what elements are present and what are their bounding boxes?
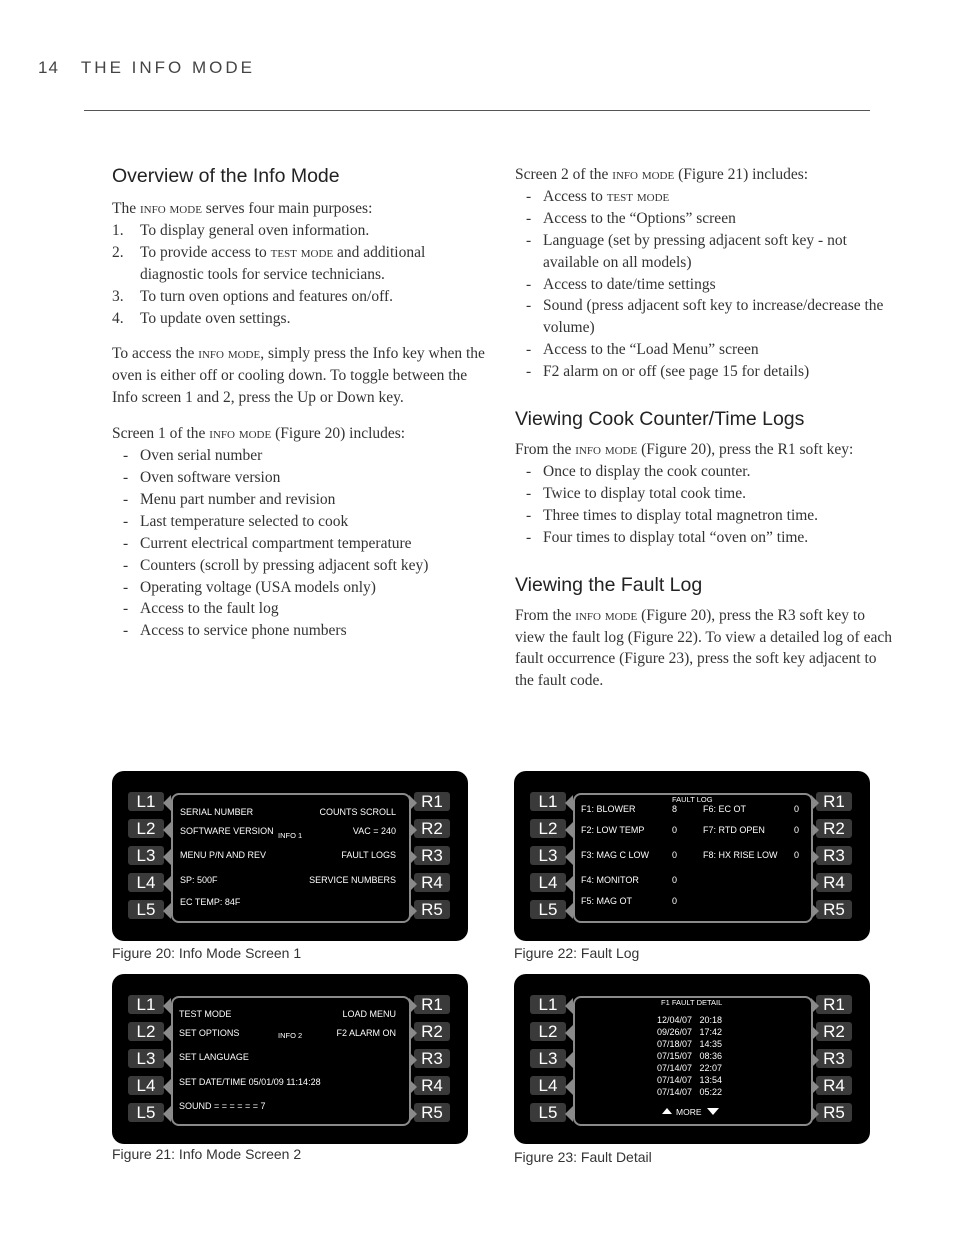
fault-entry: 07/14/07 22:07 bbox=[657, 1063, 723, 1073]
up-arrow-icon bbox=[662, 1108, 672, 1114]
list-item: - Access to the “Options” screen bbox=[515, 208, 895, 230]
soft-key-r4[interactable]: R4 bbox=[816, 1076, 852, 1095]
right-pointer-icon bbox=[811, 876, 819, 892]
left-pointer-icon bbox=[163, 849, 171, 865]
item-text: Access to bbox=[543, 187, 607, 205]
info-screen-1-panel bbox=[112, 771, 468, 941]
down-arrow-icon bbox=[707, 1108, 719, 1115]
right-pointer-icon bbox=[409, 1025, 417, 1041]
info-mode-term: info mode bbox=[575, 441, 638, 459]
right-pointer-icon bbox=[409, 822, 417, 838]
screen2-intro bbox=[515, 164, 895, 186]
test-mode-term: test mode bbox=[270, 243, 334, 261]
soft-key-l5[interactable]: L5 bbox=[128, 1103, 164, 1122]
fault-entry: 12/04/07 20:18 bbox=[657, 1015, 723, 1025]
list-item: - Access to date/time settings bbox=[515, 274, 895, 296]
list-item bbox=[112, 286, 492, 308]
right-pointer-icon bbox=[811, 1025, 819, 1041]
fault-log-panel bbox=[514, 771, 870, 941]
right-pointer-icon bbox=[811, 1079, 819, 1095]
fault-heading: Viewing the Fault Log bbox=[515, 573, 703, 596]
item-text: To update oven settings. bbox=[140, 309, 291, 327]
fault-count: 0 bbox=[794, 804, 800, 814]
screen-label: SERVICE NUMBERS bbox=[309, 875, 396, 885]
left-pointer-icon bbox=[565, 1025, 573, 1041]
left-pointer-icon bbox=[565, 1052, 573, 1068]
list-item: - Access to the fault log bbox=[112, 598, 492, 620]
screen1-intro bbox=[112, 423, 492, 445]
fault-count: 0 bbox=[672, 825, 678, 835]
soft-key-r4[interactable]: R4 bbox=[414, 873, 450, 892]
left-pointer-icon bbox=[565, 903, 573, 919]
fault-paragraph bbox=[515, 605, 895, 693]
fault-entry: 09/26/07 17:42 bbox=[657, 1027, 723, 1037]
screen2-text-end: (Figure 21) includes: bbox=[674, 166, 809, 183]
right-pointer-icon bbox=[409, 1079, 417, 1095]
left-pointer-icon bbox=[565, 795, 573, 811]
page-header bbox=[38, 58, 255, 78]
left-pointer-icon bbox=[163, 1025, 171, 1041]
soft-key-l2[interactable]: L2 bbox=[128, 1022, 164, 1041]
list-item: - Three times to display total magnetron time. bbox=[515, 505, 895, 527]
soft-key-l5[interactable]: L5 bbox=[530, 900, 566, 919]
screen-label: SOFTWARE VERSION bbox=[180, 826, 274, 836]
fault-entry: 07/14/07 05:22 bbox=[657, 1087, 723, 1097]
purposes-list bbox=[112, 220, 492, 330]
screen-label: VAC = 240 bbox=[352, 826, 396, 836]
soft-key-l2[interactable]: L2 bbox=[530, 819, 566, 838]
logs-text-end: (Figure 20), press the R1 soft key: bbox=[637, 441, 854, 459]
left-pointer-icon bbox=[163, 876, 171, 892]
fault-entry: 07/18/07 14:35 bbox=[657, 1039, 723, 1049]
screen-label: SOUND = = = = = = 7 bbox=[179, 1101, 266, 1111]
list-item: - Four times to display total “oven on” time. bbox=[515, 527, 895, 549]
right-pointer-icon bbox=[811, 1106, 819, 1122]
screen-center-label: INFO 2 bbox=[278, 1031, 303, 1040]
screen-label: SERIAL NUMBER bbox=[180, 807, 254, 817]
fault-label: F4: MONITOR bbox=[581, 875, 639, 885]
right-pointer-icon bbox=[811, 903, 819, 919]
soft-key-l2[interactable]: L2 bbox=[530, 1022, 566, 1041]
soft-key-r2[interactable]: R2 bbox=[816, 1022, 852, 1041]
access-paragraph bbox=[112, 343, 492, 409]
list-item: - Counters (scroll by pressing adjacent soft key) bbox=[112, 555, 492, 577]
left-pointer-icon bbox=[163, 795, 171, 811]
right-pointer-icon bbox=[409, 1106, 417, 1122]
right-pointer-icon bbox=[811, 1052, 819, 1068]
list-item: - Once to display the cook counter. bbox=[515, 461, 895, 483]
figure-caption: Figure 22: Fault Log bbox=[514, 945, 640, 961]
fault-count: 8 bbox=[672, 804, 678, 814]
left-pointer-icon bbox=[565, 1079, 573, 1095]
fault-label: F6: EC OT bbox=[703, 804, 747, 814]
soft-key-r3[interactable]: R3 bbox=[414, 1049, 450, 1068]
fault-label: F5: MAG OT bbox=[581, 896, 633, 906]
list-item: - F2 alarm on or off (see page 15 for details) bbox=[515, 361, 895, 383]
list-item bbox=[112, 220, 492, 242]
soft-key-r1[interactable]: R1 bbox=[414, 995, 450, 1014]
fault-count: 0 bbox=[672, 875, 678, 885]
logs-intro bbox=[515, 439, 895, 461]
left-pointer-icon bbox=[565, 998, 573, 1014]
screen2-list bbox=[515, 186, 895, 383]
item-number: 4. bbox=[112, 309, 124, 327]
list-item: - Access to service phone numbers bbox=[112, 620, 492, 642]
item-text: To display general oven information. bbox=[140, 221, 370, 239]
soft-key-r1[interactable]: R1 bbox=[414, 792, 450, 811]
screen1-text-end: (Figure 20) includes: bbox=[271, 425, 406, 443]
test-mode-term: test mode bbox=[606, 187, 670, 205]
list-item bbox=[112, 242, 492, 286]
screen-label: TEST MODE bbox=[179, 1009, 232, 1019]
overview-heading: Overview of the Info Mode bbox=[112, 165, 340, 187]
soft-key-r5[interactable]: R5 bbox=[414, 1103, 450, 1122]
left-column bbox=[112, 164, 492, 642]
list-item: - Oven serial number bbox=[112, 445, 492, 467]
screen-label: F2 ALARM ON bbox=[336, 1028, 396, 1038]
soft-key-l1[interactable]: L1 bbox=[128, 995, 164, 1014]
list-item: - Current electrical compartment temperature bbox=[112, 533, 492, 555]
left-pointer-icon bbox=[163, 903, 171, 919]
list-item: - Last temperature selected to cook bbox=[112, 511, 492, 533]
fault-text: From the bbox=[515, 606, 576, 624]
info-mode-term: info mode bbox=[198, 345, 261, 363]
soft-key-r1[interactable]: R1 bbox=[816, 995, 852, 1014]
soft-key-r4[interactable]: R4 bbox=[816, 873, 852, 892]
soft-key-l4[interactable]: L4 bbox=[128, 873, 164, 892]
logs-text: From the bbox=[515, 441, 576, 459]
left-pointer-icon bbox=[163, 1052, 171, 1068]
list-item: - Menu part number and revision bbox=[112, 489, 492, 511]
list-item: - Access to the “Load Menu” screen bbox=[515, 339, 895, 361]
soft-key-r5[interactable]: R5 bbox=[414, 900, 450, 919]
fault-count: 0 bbox=[794, 825, 800, 835]
screen-title: FAULT LOG bbox=[672, 795, 713, 804]
screen-label: FAULT LOGS bbox=[341, 850, 396, 860]
header-rule bbox=[84, 110, 870, 111]
soft-key-l5[interactable]: L5 bbox=[128, 900, 164, 919]
item-text: To turn oven options and features on/off. bbox=[140, 287, 394, 305]
soft-key-l4[interactable]: L4 bbox=[530, 1076, 566, 1095]
list-item: - Twice to display total cook time. bbox=[515, 483, 895, 505]
soft-key-l1[interactable]: L1 bbox=[530, 792, 566, 811]
left-pointer-icon bbox=[565, 849, 573, 865]
logs-heading: Viewing Cook Counter/Time Logs bbox=[515, 408, 805, 431]
access-text-end: , simply press the Info key when the oven is either off or cooling down. To toggle between the Info screen 1 and 2, press the Up or Down key. bbox=[112, 345, 485, 407]
screen-label: EC TEMP: 84F bbox=[180, 897, 241, 907]
screen-label: MENU P/N AND REV bbox=[180, 850, 267, 860]
more-indicator bbox=[662, 1107, 719, 1117]
figure-caption: Figure 21: Info Mode Screen 2 bbox=[112, 1146, 302, 1162]
fault-text-end: (Figure 20), press the R3 soft key to view the fault log (Figure 22). To view a detailed log of each fault occurrence (Figure 23), press the soft key adjacent to the fault code. bbox=[515, 606, 892, 690]
page-number: 14 bbox=[38, 58, 59, 77]
more-label: MORE bbox=[676, 1107, 702, 1117]
soft-key-l1[interactable]: L1 bbox=[128, 792, 164, 811]
intro-text: The bbox=[112, 200, 140, 217]
info-mode-term: info mode bbox=[612, 166, 675, 183]
soft-key-l3[interactable]: L3 bbox=[530, 1049, 566, 1068]
soft-key-r2[interactable]: R2 bbox=[414, 1022, 450, 1041]
right-pointer-icon bbox=[409, 849, 417, 865]
item-number: 3. bbox=[112, 287, 124, 305]
fault-label: F1: BLOWER bbox=[581, 804, 636, 814]
list-item: - Oven software version bbox=[112, 467, 492, 489]
access-text: To access the bbox=[112, 345, 199, 363]
figure-caption: Figure 23: Fault Detail bbox=[514, 1149, 652, 1165]
screen-label: LOAD MENU bbox=[342, 1009, 396, 1019]
soft-key-l3[interactable]: L3 bbox=[128, 846, 164, 865]
soft-key-r3[interactable]: R3 bbox=[414, 846, 450, 865]
info-screen-2-panel bbox=[112, 974, 468, 1144]
list-item: - Language (set by pressing adjacent soft key - not available on all models) bbox=[515, 230, 895, 274]
right-column bbox=[515, 164, 895, 692]
soft-key-l3[interactable]: L3 bbox=[128, 1049, 164, 1068]
right-pointer-icon bbox=[409, 903, 417, 919]
right-pointer-icon bbox=[409, 795, 417, 811]
screen-label: SET OPTIONS bbox=[179, 1028, 240, 1038]
fault-label: F2: LOW TEMP bbox=[581, 825, 645, 835]
fault-label: F3: MAG C LOW bbox=[581, 850, 650, 860]
right-pointer-icon bbox=[409, 1052, 417, 1068]
info-mode-term: info mode bbox=[139, 200, 202, 217]
left-pointer-icon bbox=[163, 998, 171, 1014]
soft-key-l3[interactable]: L3 bbox=[530, 846, 566, 865]
soft-key-l4[interactable]: L4 bbox=[128, 1076, 164, 1095]
soft-key-r3[interactable]: R3 bbox=[816, 846, 852, 865]
soft-key-r1[interactable]: R1 bbox=[816, 792, 852, 811]
info-mode-term: info mode bbox=[575, 606, 638, 624]
left-pointer-icon bbox=[163, 822, 171, 838]
fault-entry: 07/15/07 08:36 bbox=[657, 1051, 723, 1061]
screen-label: SP: 500F bbox=[180, 875, 218, 885]
soft-key-l2[interactable]: L2 bbox=[128, 819, 164, 838]
intro-paragraph bbox=[112, 198, 492, 220]
section-title: THE INFO MODE bbox=[80, 58, 255, 77]
fault-count: 0 bbox=[794, 850, 800, 860]
info-mode-term: info mode bbox=[209, 425, 272, 443]
fault-label: F8: HX RISE LOW bbox=[703, 850, 778, 860]
left-pointer-icon bbox=[565, 1106, 573, 1122]
item-number: 1. bbox=[112, 221, 124, 239]
fault-detail-panel bbox=[514, 974, 870, 1144]
screen-center-label: INFO 1 bbox=[278, 831, 303, 840]
left-pointer-icon bbox=[565, 822, 573, 838]
soft-key-r5[interactable]: R5 bbox=[816, 900, 852, 919]
list-item: - Operating voltage (USA models only) bbox=[112, 577, 492, 599]
fault-count: 0 bbox=[672, 850, 678, 860]
right-pointer-icon bbox=[811, 822, 819, 838]
right-pointer-icon bbox=[811, 849, 819, 865]
fault-label: F7: RTD OPEN bbox=[703, 825, 765, 835]
logs-list bbox=[515, 461, 895, 549]
soft-key-l5[interactable]: L5 bbox=[530, 1103, 566, 1122]
soft-key-r2[interactable]: R2 bbox=[816, 819, 852, 838]
soft-key-r2[interactable]: R2 bbox=[414, 819, 450, 838]
left-pointer-icon bbox=[565, 876, 573, 892]
screen-title: F1 FAULT DETAIL bbox=[661, 998, 723, 1007]
item-number: 2. bbox=[112, 243, 124, 261]
right-pointer-icon bbox=[409, 998, 417, 1014]
right-pointer-icon bbox=[811, 998, 819, 1014]
screen-label: SET LANGUAGE bbox=[179, 1052, 249, 1062]
item-text-end: and additional diagnostic tools for service technicians. bbox=[140, 243, 426, 283]
fault-entry: 07/14/07 13:54 bbox=[657, 1075, 723, 1085]
fault-count: 0 bbox=[672, 896, 678, 906]
intro-text-end: serves four main purposes: bbox=[201, 200, 373, 217]
screen-label: COUNTS SCROLL bbox=[319, 807, 396, 817]
left-pointer-icon bbox=[163, 1079, 171, 1095]
soft-key-r5[interactable]: R5 bbox=[816, 1103, 852, 1122]
soft-key-r4[interactable]: R4 bbox=[414, 1076, 450, 1095]
soft-key-l1[interactable]: L1 bbox=[530, 995, 566, 1014]
screen-label: SET DATE/TIME 05/01/09 11:14:28 bbox=[179, 1077, 321, 1087]
item-text: To provide access to bbox=[140, 243, 271, 261]
right-pointer-icon bbox=[811, 795, 819, 811]
right-pointer-icon bbox=[409, 876, 417, 892]
soft-key-l4[interactable]: L4 bbox=[530, 873, 566, 892]
screen2-text: Screen 2 of the bbox=[515, 166, 613, 183]
list-item bbox=[112, 308, 492, 330]
screen1-list bbox=[112, 445, 492, 642]
screen1-text: Screen 1 of the bbox=[112, 425, 210, 443]
figure-caption: Figure 20: Info Mode Screen 1 bbox=[112, 945, 302, 961]
list-item bbox=[515, 186, 895, 208]
soft-key-r3[interactable]: R3 bbox=[816, 1049, 852, 1068]
list-item: - Sound (press adjacent soft key to increase/decrease the volume) bbox=[515, 295, 895, 339]
left-pointer-icon bbox=[163, 1106, 171, 1122]
